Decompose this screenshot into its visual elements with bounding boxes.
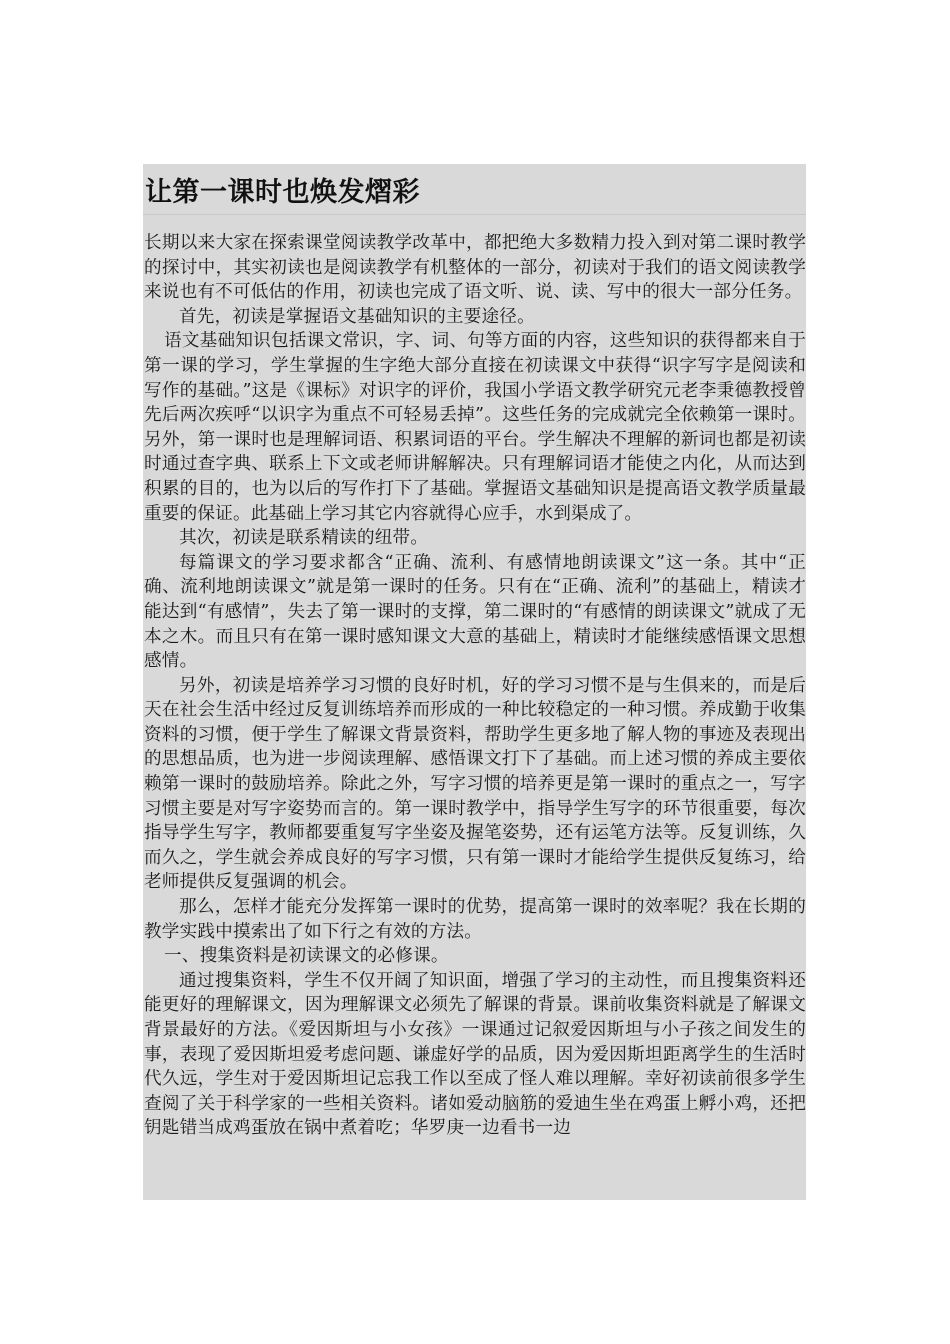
paragraph: 语文基础知识包括课文常识，字、词、句等方面的内容，这些知识的获得都来自于第一课的学习，学生掌握的生字绝大部分直接在初读课文中获得“识字写字是阅读和写作的基础。”这是《课标》对识字的评价，我国小学语文教学研究元老李秉德教授曾先后两次疾呼“以识字为重点不可轻易丢掉”。这些任务的完成就完全依赖第一课时。另外，第一课时也是理解词语、积累词语的平台。学生解决不理解的新词也都是初读时通过查字典、联系上下文或老师讲解解决。只有理解词语才能使之内化，从而达到积累的目的，也为以后的写作打下了基础。掌握语文基础知识是提高语文教学质量最重要的保证。此基础上学习其它内容就得心应手，水到渠成了。	[144, 331, 806, 524]
paragraph: 每篇课文的学习要求都含“正确、流利、有感情地朗读课文”这一条。其中“正确、流利地朗读课文”就是第一课时的任务。只有在“正确、流利”的基础上，精读才能达到“有感情”，失去了第一课时的支撑，第二课时的“有感情的朗读课文”就成了无本之木。而且只有在第一课时感知课文大意的基础上，精读时才能继续感悟课文思想感情。	[144, 552, 806, 672]
paragraph: 其次，初读是联系精读的纽带。	[179, 528, 429, 549]
paragraph: 通过搜集资料，学生不仅开阔了知识面，增强了学习的主动性，而且搜集资料还能更好的理解课文，因为理解课文必须先了解课的背景。课前收集资料就是了解课文背景最好的方法。《爱因斯坦与小女孩》一课通过记叙爱因斯坦与小子孩之间发生的事，表现了爱因斯坦爱考虑问题、谦虚好学的品质，因为爱因斯坦距离学生的生活时代久远，学生对于爱因斯坦记忘我工作以至成了怪人难以理解。幸好初读前很多学生查阅了关于科学家的一些相关资料。诸如爱动脑筋的爱迪生坐在鸡蛋上孵小鸡，还把钥匙错当成鸡蛋放在锅中煮着吃；华罗庚一边看书一边	[144, 970, 806, 1139]
document-body	[143, 215, 806, 1141]
document-title: 让第一课时也焕发熠彩	[145, 176, 420, 208]
paragraph: 一、搜集资料是初读课文的必修课。	[164, 946, 449, 967]
title-bar	[143, 164, 806, 215]
paragraph: 另外，初读是培养学习习惯的良好时机，好的学习习惯不是与生俱来的，而是后天在社会生活中经过反复训练培养而形成的一种比较稳定的一种习惯。养成勤于收集资料的习惯，便于学生了解课文背景资料，帮助学生更多地了解人物的事迹及表现出的思想品质，也为进一步阅读理解、感悟课文打下了基础。而上述习惯的养成主要依赖第一课时的鼓励培养。除此之外，写字习惯的培养更是第一课时的重点之一，写字习惯主要是对写字姿势而言的。第一课时教学中，指导学生写字的环节很重要，每次指导学生写字，教师都要重复写字坐姿及握笔姿势，还有运笔方法等。反复训练，久而久之，学生就会养成良好的写字习惯，只有第一课时才能给学生提供反复练习，给老师提供反复强调的机会。	[144, 675, 806, 893]
paragraph: 那么，怎样才能充分发挥第一课时的优势，提高第一课时的效率呢？我在长期的教学实践中摸索出了如下行之有效的方法。	[144, 897, 806, 942]
paragraph: 首先，初读是掌握语文基础知识的主要途径。	[179, 306, 535, 327]
paragraph: 长期以来大家在探索课堂阅读教学改革中，都把绝大多数精力投入到对第二课时教学的探讨中，其实初读也是阅读教学有机整体的一部分，初读对于我们的语文阅读教学来说也有不可低估的作用，初读也完成了语文听、说、读、写中的很大一部分任务。	[144, 233, 806, 303]
document-page	[143, 164, 806, 1200]
